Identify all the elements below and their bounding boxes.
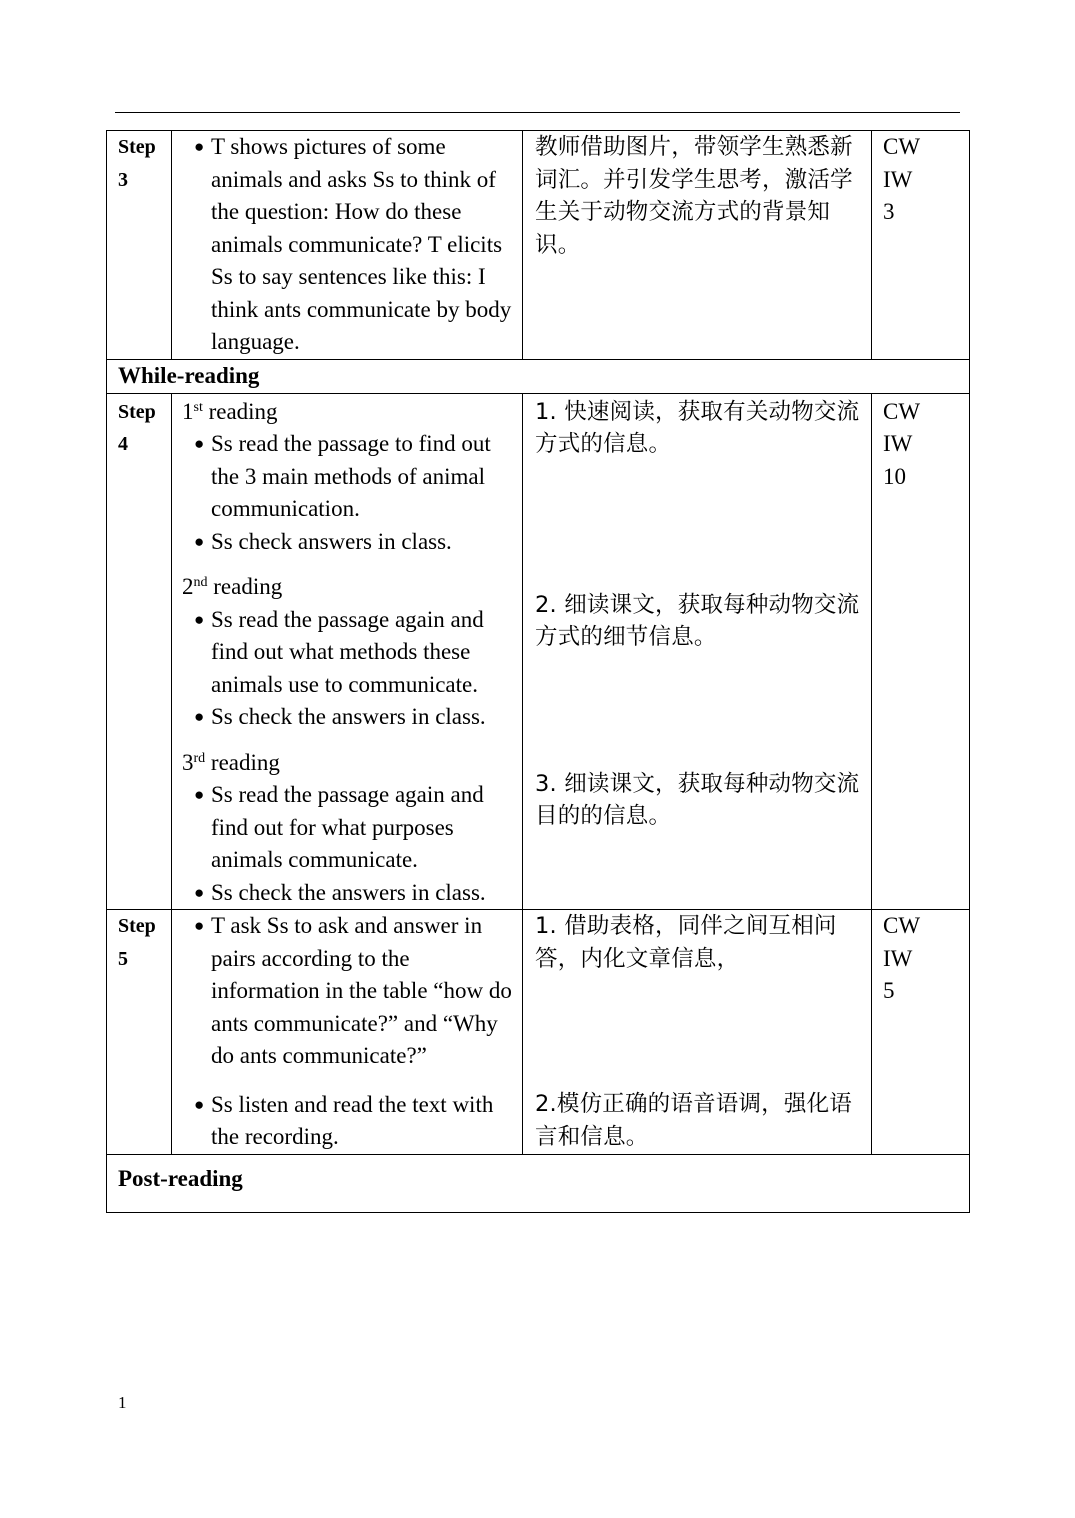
- step-4-row: [107, 393, 970, 910]
- page-number: 1: [118, 1393, 127, 1412]
- step-5-form: CW IW 5: [872, 910, 970, 1155]
- step-3-row: [107, 131, 970, 360]
- step-3-aim: 教师借助图片，带领学生熟悉新词汇。并引发学生思考，激活学生关于动物交流方式的背景知识。: [523, 131, 872, 360]
- bullet-icon: ●: [194, 785, 205, 804]
- step-3-form: CW IW 3: [872, 131, 970, 360]
- while-reading-row: [107, 359, 970, 393]
- while-reading-heading: While-reading: [107, 359, 970, 393]
- step-5-aim: [523, 910, 872, 1155]
- reading-2-heading: 2nd reading: [182, 574, 283, 599]
- step-5-activity: [172, 910, 523, 1155]
- bullet-icon: ●: [194, 531, 205, 551]
- aim-reading-3: 3. 细读课文，获取每种动物交流目的的信息。: [535, 770, 860, 829]
- header-rule: [115, 112, 960, 113]
- step-4-label: Step 4: [107, 393, 172, 910]
- aim-1: 1. 借助表格，同伴之间互相问答，内化文章信息，: [535, 913, 837, 972]
- post-reading-row: [107, 1154, 970, 1212]
- bullet-icon: ●: [194, 1094, 205, 1114]
- bullet-item: ● Ss check answers in class.: [182, 526, 518, 559]
- step-3-label: Step 3: [107, 131, 172, 360]
- aim-2: 2.模仿正确的语音语调，强化语言和信息。: [535, 1091, 852, 1150]
- bullet-item: ● T ask Ss to ask and answer in pairs according to the information in the table “how do ants communicate?” and “Why do ants communicate?”: [182, 910, 518, 1073]
- bullet-icon: ●: [194, 916, 205, 935]
- reading-3-heading: 3rd reading: [182, 749, 280, 775]
- lesson-plan-table: [106, 130, 970, 1213]
- bullet-icon: ●: [194, 707, 205, 726]
- step-4-form: CW IW 10: [872, 393, 970, 910]
- step-4-activity: [172, 393, 523, 910]
- bullet-icon: ●: [194, 434, 205, 453]
- bullet-item: ● Ss read the passage to find out the 3 main methods of animal communication.: [182, 428, 518, 526]
- bullet-item: ● Ss read the passage again and find out what methods these animals use to communicate.: [182, 604, 518, 702]
- bullet-icon: ●: [194, 137, 205, 156]
- aim-reading-1: 1. 快速阅读，获取有关动物交流方式的信息。: [535, 398, 860, 457]
- bullet-icon: ●: [194, 882, 205, 902]
- bullet-item: ● Ss check the answers in class.: [182, 877, 518, 910]
- aim-reading-2: 2. 细读课文，获取每种动物交流方式的细节信息。: [535, 591, 860, 650]
- step-5-label: Step 5: [107, 910, 172, 1155]
- bullet-icon: ●: [194, 609, 205, 629]
- bullet-item: ● Ss check the answers in class.: [182, 701, 518, 734]
- step-4-aim: [523, 393, 872, 910]
- step-3-activity: [172, 131, 523, 360]
- step-5-row: [107, 910, 970, 1155]
- bullet-item: ● Ss read the passage again and find out for what purposes animals communicate.: [182, 779, 518, 877]
- reading-1-heading: 1st reading: [182, 398, 278, 424]
- bullet-item: ● Ss listen and read the text with the recording.: [182, 1089, 518, 1154]
- bullet-item: ● T shows pictures of some animals and asks Ss to think of the question: How do these animals communicate? T elicits Ss to say sentences like this: I think ants communicate by body language.: [182, 131, 518, 359]
- post-reading-heading: Post-reading: [107, 1154, 970, 1212]
